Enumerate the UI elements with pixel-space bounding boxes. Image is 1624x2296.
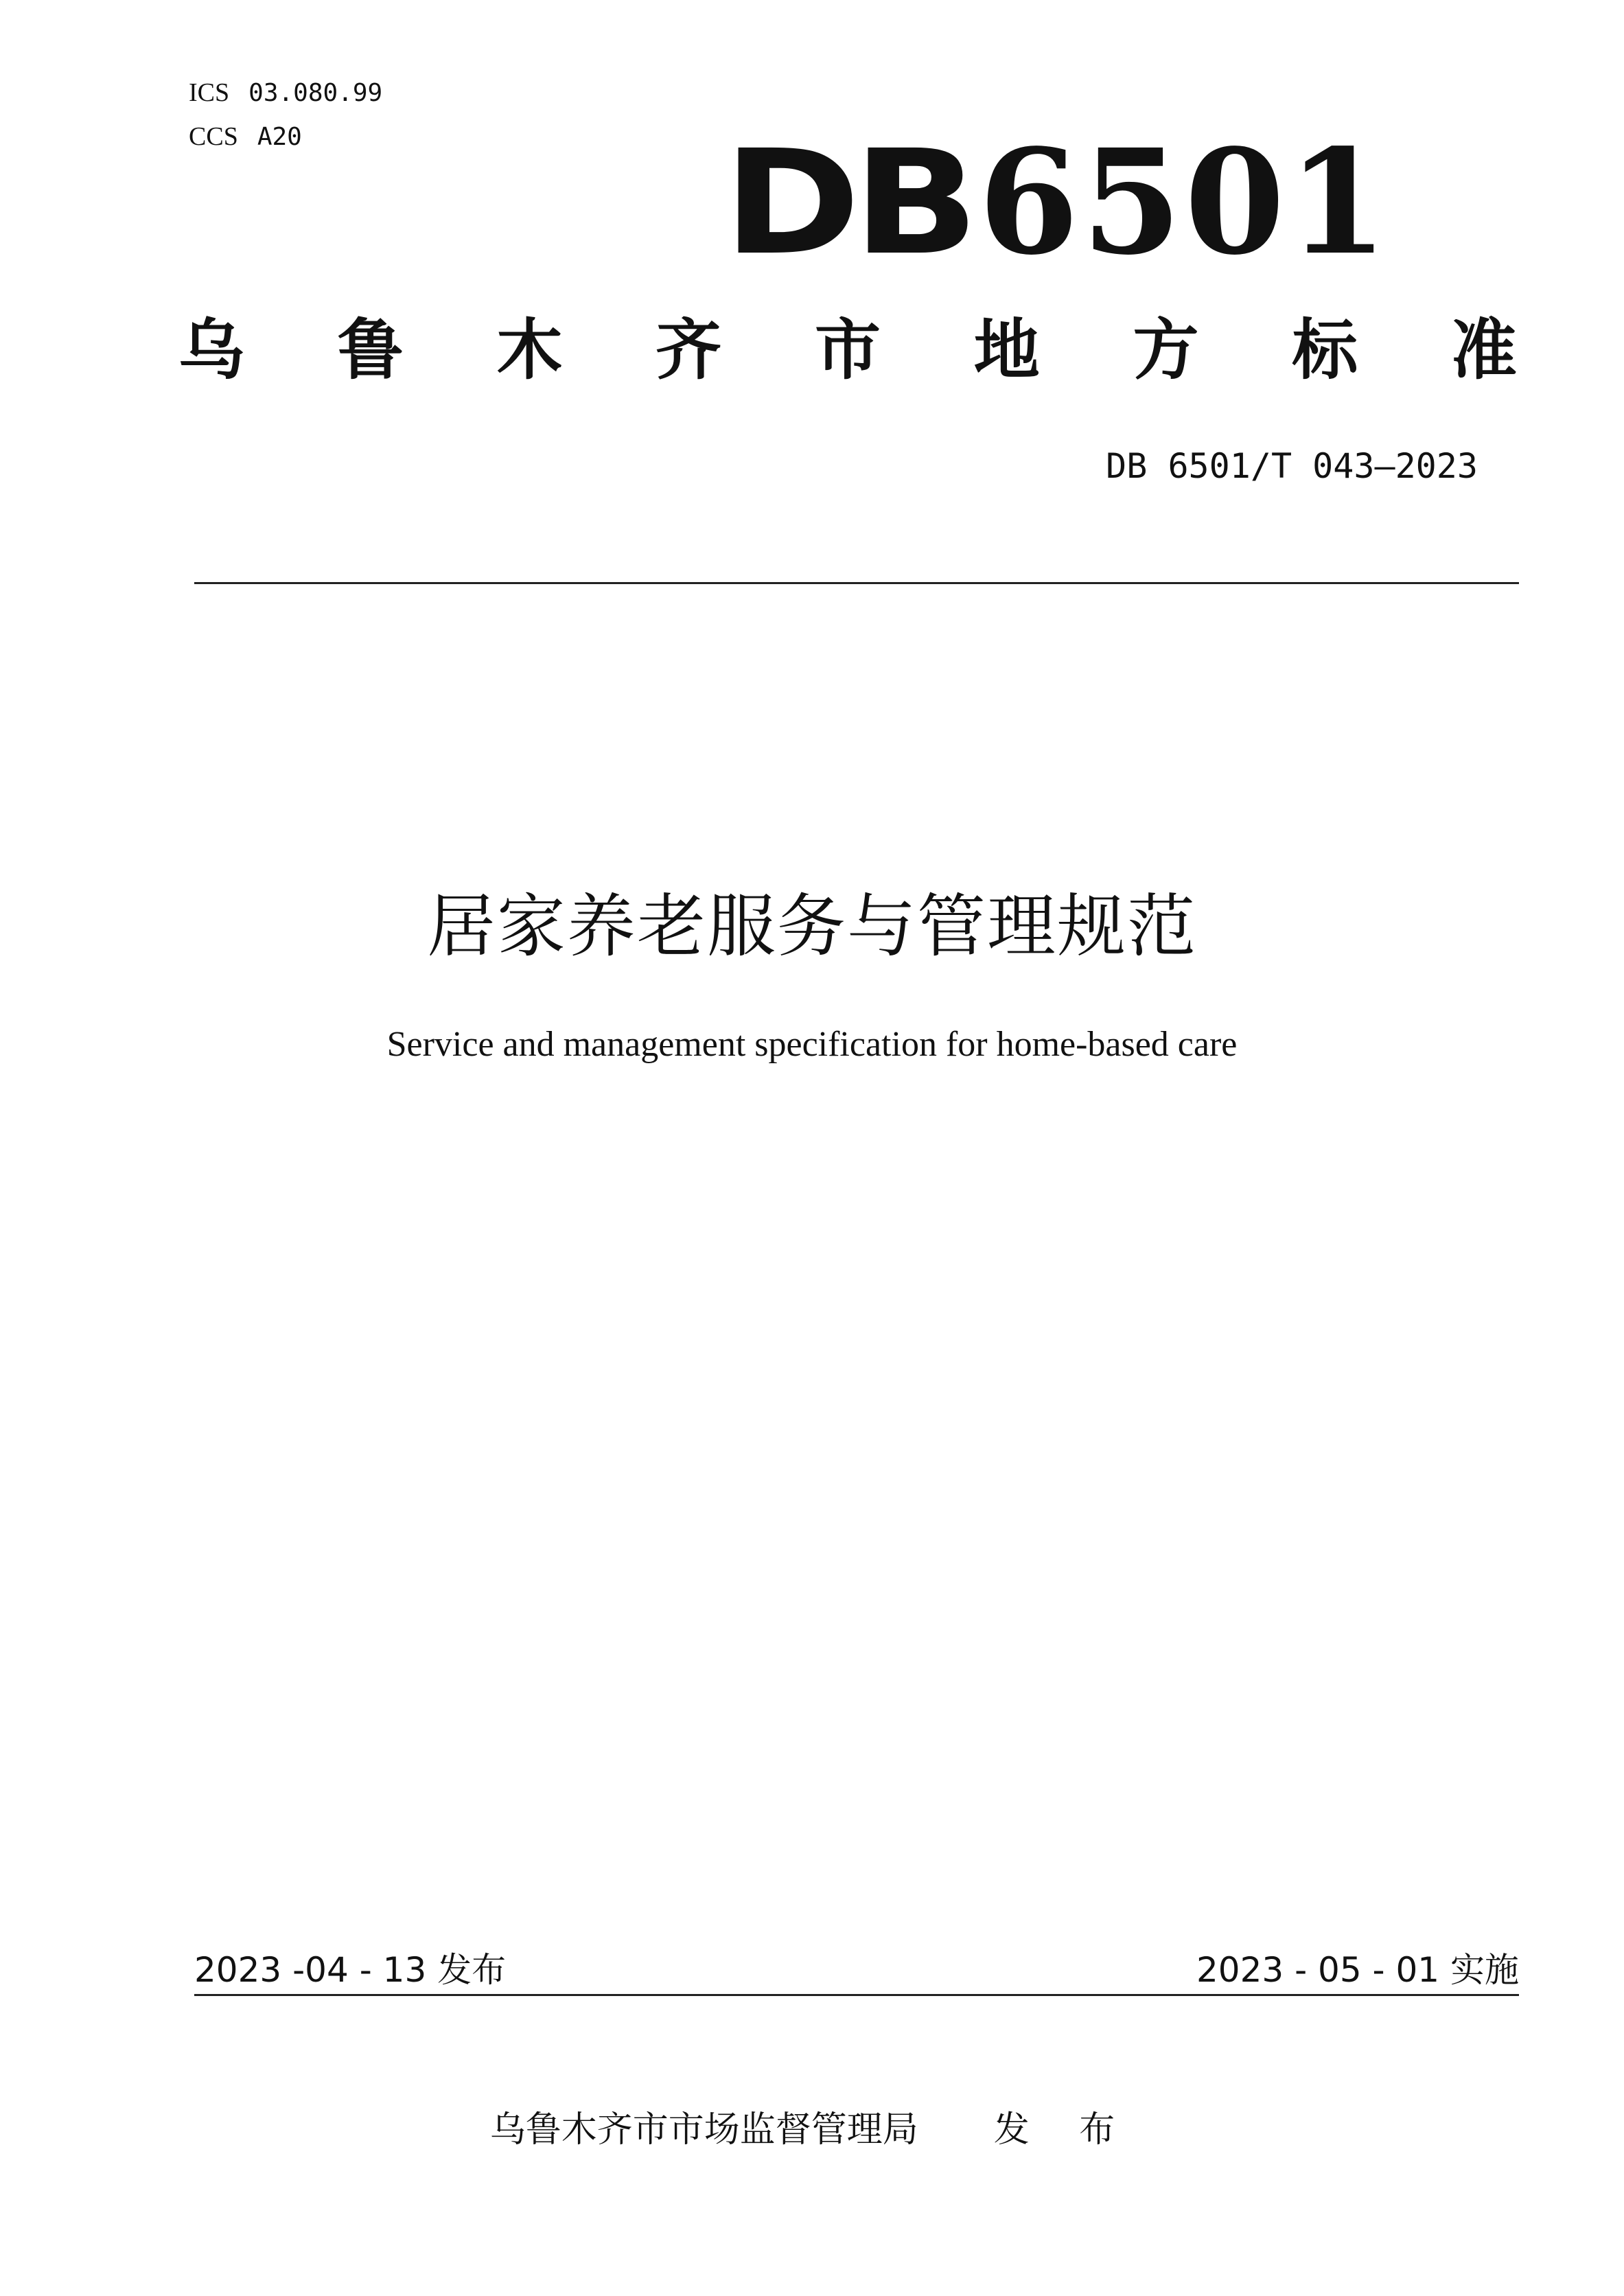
issue-date: 2023 -04 - 13 发布 xyxy=(194,1950,507,1990)
ccs-value: A20 xyxy=(257,123,302,151)
ics-label: ICS xyxy=(189,78,230,107)
implementation-date: 2023 - 05 - 01 实施 xyxy=(1196,1950,1519,1990)
standard-type-char: 木 xyxy=(496,312,563,389)
standard-type-char: 鲁 xyxy=(337,312,404,389)
bottom-divider xyxy=(194,1994,1519,1996)
standard-type-char: 乌 xyxy=(178,312,244,389)
ccs-label: CCS xyxy=(189,122,238,151)
standard-type-char: 齐 xyxy=(656,312,722,389)
ccs-classification xyxy=(189,121,302,152)
ics-value: 03.080.99 xyxy=(248,79,383,107)
standard-type-char: 标 xyxy=(1292,312,1358,389)
standard-type-heading xyxy=(178,312,1517,388)
document-title-en: Service and management specification for home-based care xyxy=(386,1025,1238,1064)
ics-classification xyxy=(189,77,382,108)
standard-type-char: 方 xyxy=(1133,312,1199,389)
standard-type-char: 市 xyxy=(815,312,881,389)
issuer-action: 发 布 xyxy=(993,2109,1135,2150)
issuer-name: 乌鲁木齐市市场监督管理局 xyxy=(489,2109,918,2150)
standard-type-char: 地 xyxy=(973,312,1040,389)
document-title-cn: 居家养老服务与管理规范 xyxy=(427,886,1197,966)
db-mark-number: 6501 xyxy=(978,117,1391,287)
standard-code: DB 6501/T 043—2023 xyxy=(1106,446,1478,486)
db-mark-letters: DB xyxy=(723,119,972,287)
issuing-authority xyxy=(0,2100,1624,2152)
standard-type-char: 准 xyxy=(1451,312,1517,389)
top-divider xyxy=(194,582,1519,584)
db-standard-mark xyxy=(723,117,1391,287)
